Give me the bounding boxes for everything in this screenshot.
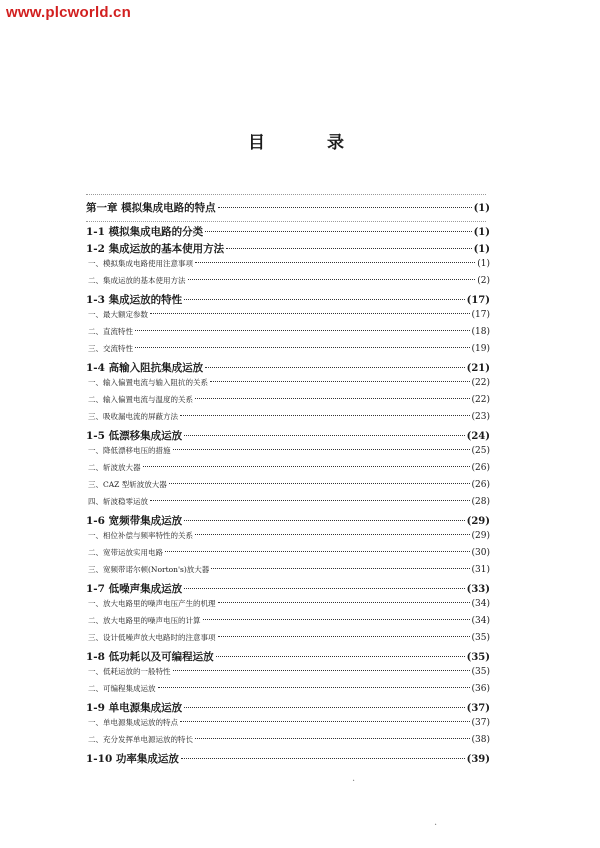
toc-entry-section[interactable] bbox=[86, 360, 490, 377]
dot-leader bbox=[173, 449, 470, 450]
toc-entry-title: 1-1 模拟集成电路的分类 bbox=[86, 226, 204, 238]
toc-entry-title: 1-9 单电源集成运放 bbox=[86, 702, 183, 714]
toc-entry-page-number: (22) bbox=[471, 395, 490, 405]
site-watermark: www.plcworld.cn bbox=[6, 4, 131, 21]
toc-entry-page-number: (39) bbox=[466, 754, 490, 765]
toc-entry-sub[interactable] bbox=[86, 377, 490, 394]
toc-entry-sub[interactable] bbox=[86, 530, 490, 547]
toc-entry-section[interactable] bbox=[86, 292, 490, 309]
toc-entry-title: 1-2 集成运放的基本使用方法 bbox=[86, 243, 225, 255]
dot-leader bbox=[165, 551, 470, 552]
toc-entry-title: 三、CAZ 型斩波放大器 bbox=[88, 480, 167, 489]
toc-entry-page-number: (1) bbox=[473, 244, 490, 255]
toc-entry-page-number: (29) bbox=[471, 531, 490, 541]
toc-entry-sub[interactable] bbox=[86, 479, 490, 496]
scan-mark: · bbox=[434, 820, 438, 831]
dot-leader bbox=[226, 248, 471, 249]
toc-entry-page-number: (1) bbox=[473, 227, 490, 238]
toc-entry-title: 一、相位补偿与频率特性的关系 bbox=[88, 531, 193, 540]
toc-entry-page-number: (35) bbox=[466, 652, 490, 663]
toc-entry-title: 一、最大额定参数 bbox=[88, 310, 148, 319]
toc-entry-page-number: (17) bbox=[471, 310, 490, 320]
toc-entry-page-number: (34) bbox=[471, 599, 490, 609]
toc-entry-page-number: (18) bbox=[471, 327, 490, 337]
toc-entry-sub[interactable] bbox=[86, 632, 490, 649]
toc-entry-title: 二、可编程集成运放 bbox=[88, 684, 156, 693]
toc-entry-sub[interactable] bbox=[86, 683, 490, 700]
toc-entry-title: 二、输入偏置电流与温度的关系 bbox=[88, 395, 193, 404]
toc-entry-section[interactable] bbox=[86, 241, 490, 258]
dot-leader bbox=[180, 415, 470, 416]
toc-entry-page-number: (30) bbox=[471, 548, 490, 558]
toc-entry-title: 1-6 宽频带集成运放 bbox=[86, 515, 183, 527]
toc-entry-title: 三、宽频带诺尔顿(Norton's)放大器 bbox=[88, 565, 210, 574]
toc-entry-page-number: (23) bbox=[471, 412, 490, 422]
dot-leader bbox=[211, 568, 469, 569]
toc-entry-sub[interactable] bbox=[86, 666, 490, 683]
toc-entry-page-number: (25) bbox=[471, 446, 490, 456]
toc-entry-title: 二、集成运放的基本使用方法 bbox=[88, 276, 186, 285]
toc-entry-page-number: (24) bbox=[466, 431, 490, 442]
toc-entry-page-number: (17) bbox=[466, 295, 490, 306]
toc-entry-sub[interactable] bbox=[86, 462, 490, 479]
dot-leader bbox=[195, 534, 470, 535]
toc-entry-title: 二、斩波放大器 bbox=[88, 463, 141, 472]
dot-leader bbox=[135, 330, 470, 331]
toc-entry-page-number: (1) bbox=[477, 259, 490, 269]
toc-entry-chapter[interactable] bbox=[86, 200, 490, 216]
dot-leader bbox=[195, 738, 470, 739]
toc-entry-sub[interactable] bbox=[86, 615, 490, 632]
dot-leader bbox=[184, 435, 464, 436]
toc-entry-title: 一、单电源集成运放的特点 bbox=[88, 718, 178, 727]
dot-leader bbox=[210, 381, 470, 382]
scan-mark: · bbox=[352, 776, 356, 787]
toc-entry-title: 三、设计低噪声放大电路时的注意事项 bbox=[88, 633, 216, 642]
toc-entry-page-number: (21) bbox=[466, 363, 490, 374]
toc-entry-title: 二、放大电路里的噪声电压的计算 bbox=[88, 616, 201, 625]
toc-entry-sub[interactable] bbox=[86, 326, 490, 343]
toc-entry-title: 二、直流特性 bbox=[88, 327, 133, 336]
dot-leader bbox=[195, 398, 470, 399]
toc-entry-page-number: (37) bbox=[466, 703, 490, 714]
toc-entry-title: 1-7 低噪声集成运放 bbox=[86, 583, 183, 595]
toc-entry-section[interactable] bbox=[86, 751, 490, 768]
toc-entry-page-number: (35) bbox=[471, 633, 490, 643]
toc-entry-section[interactable] bbox=[86, 700, 490, 717]
dot-leader bbox=[203, 619, 470, 620]
toc-entry-page-number: (35) bbox=[471, 667, 490, 677]
dot-leader bbox=[218, 602, 470, 603]
dot-leader bbox=[205, 231, 471, 232]
toc-entry-sub[interactable] bbox=[86, 717, 490, 734]
toc-entry-title: 一、模拟集成电路使用注意事项 bbox=[88, 259, 193, 268]
toc-entry-title: 一、低耗运放的一般特性 bbox=[88, 667, 171, 676]
toc-entry-title: 1-8 低功耗以及可编程运放 bbox=[86, 651, 214, 663]
toc-entry-section[interactable] bbox=[86, 224, 490, 241]
dot-leader bbox=[150, 313, 470, 314]
toc-entry-page-number: (31) bbox=[471, 565, 490, 575]
toc-entry-sub[interactable] bbox=[86, 547, 490, 564]
toc-entry-title: 一、输入偏置电流与输入阻抗的关系 bbox=[88, 378, 208, 387]
toc-entry-title: 1-5 低漂移集成运放 bbox=[86, 430, 183, 442]
toc-entry-page-number: (38) bbox=[471, 735, 490, 745]
dot-leader bbox=[218, 636, 470, 637]
toc-entry-sub[interactable] bbox=[86, 309, 490, 326]
toc-entry-sub[interactable] bbox=[86, 598, 490, 615]
toc-entry-sub[interactable] bbox=[86, 734, 490, 751]
toc-entry-sub[interactable] bbox=[86, 394, 490, 411]
dot-leader bbox=[173, 670, 470, 671]
toc-entry-title: 二、充分发挥单电源运放的特长 bbox=[88, 735, 193, 744]
dot-leader bbox=[195, 262, 475, 263]
toc-entry-section[interactable] bbox=[86, 513, 490, 530]
toc-entry-title: 第一章 模拟集成电路的特点 bbox=[86, 202, 216, 214]
toc-entry-title: 四、斩波稳零运放 bbox=[88, 497, 148, 506]
dot-leader bbox=[180, 721, 470, 722]
dot-leader bbox=[216, 656, 465, 657]
table-of-contents bbox=[86, 200, 490, 768]
toc-entry-title: 一、降低漂移电压的措施 bbox=[88, 446, 171, 455]
dot-leader bbox=[184, 588, 464, 589]
toc-entry-sub[interactable] bbox=[86, 343, 490, 360]
divider-top bbox=[86, 194, 486, 195]
dot-leader bbox=[184, 707, 464, 708]
toc-entry-page-number: (19) bbox=[471, 344, 490, 354]
toc-entry-title: 一、放大电路里的噪声电压产生的机理 bbox=[88, 599, 216, 608]
toc-entry-page-number: (34) bbox=[471, 616, 490, 626]
toc-entry-title: 二、宽带运放实用电路 bbox=[88, 548, 163, 557]
dot-leader bbox=[169, 483, 470, 484]
toc-entry-page-number: (26) bbox=[471, 463, 490, 473]
toc-entry-sub[interactable] bbox=[86, 445, 490, 462]
toc-entry-page-number: (33) bbox=[466, 584, 490, 595]
dot-leader bbox=[188, 279, 476, 280]
toc-entry-page-number: (28) bbox=[471, 497, 490, 507]
toc-entry-sub[interactable] bbox=[86, 275, 490, 292]
toc-entry-sub[interactable] bbox=[86, 496, 490, 513]
toc-entry-page-number: (29) bbox=[466, 516, 490, 527]
dot-leader bbox=[143, 466, 470, 467]
dot-leader bbox=[158, 687, 470, 688]
toc-entry-sub[interactable] bbox=[86, 411, 490, 428]
dot-leader bbox=[150, 500, 470, 501]
toc-entry-sub[interactable] bbox=[86, 258, 490, 275]
toc-entry-page-number: (36) bbox=[471, 684, 490, 694]
toc-entry-title: 1-4 高输入阻抗集成运放 bbox=[86, 362, 204, 374]
toc-entry-page-number: (2) bbox=[477, 276, 490, 286]
toc-entry-title: 三、吸收漏电流的屏蔽方法 bbox=[88, 412, 178, 421]
toc-entry-section[interactable] bbox=[86, 649, 490, 666]
page-title: 目 录 bbox=[248, 133, 372, 153]
toc-entry-title: 1-3 集成运放的特性 bbox=[86, 294, 183, 306]
dot-leader bbox=[184, 299, 464, 300]
dot-leader bbox=[218, 207, 472, 208]
toc-entry-title: 1-10 功率集成运放 bbox=[86, 753, 179, 765]
toc-entry-page-number: (1) bbox=[473, 203, 490, 214]
toc-entry-page-number: (22) bbox=[471, 378, 490, 388]
dot-leader bbox=[135, 347, 470, 348]
toc-entry-section[interactable] bbox=[86, 581, 490, 598]
toc-entry-section[interactable] bbox=[86, 428, 490, 445]
toc-entry-sub[interactable] bbox=[86, 564, 490, 581]
toc-entry-page-number: (26) bbox=[471, 480, 490, 490]
toc-entry-title: 三、交流特性 bbox=[88, 344, 133, 353]
dot-leader bbox=[184, 520, 464, 521]
toc-entry-page-number: (37) bbox=[471, 718, 490, 728]
dot-leader bbox=[181, 758, 465, 759]
dot-leader bbox=[205, 367, 464, 368]
